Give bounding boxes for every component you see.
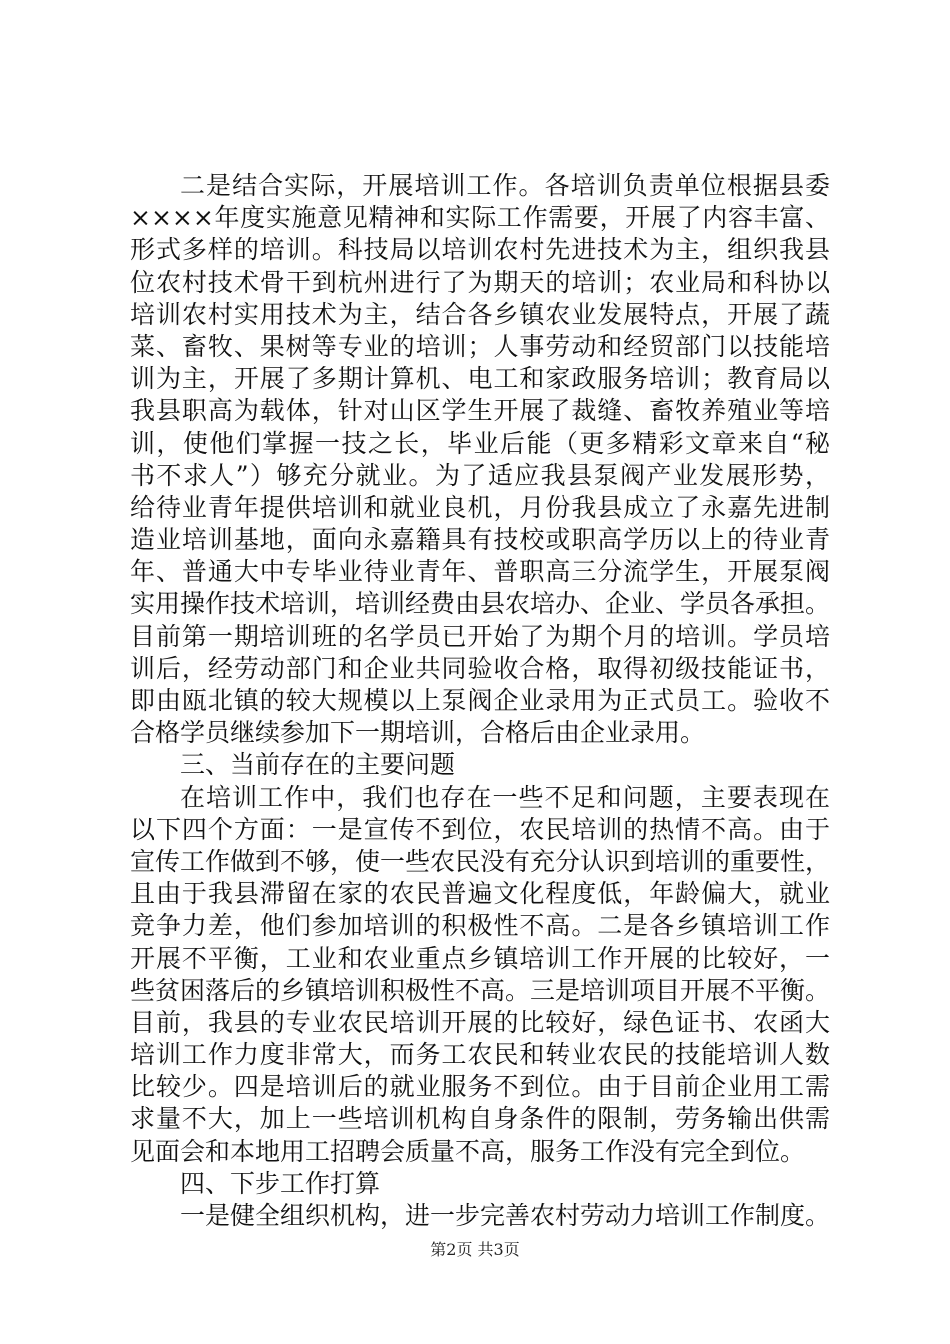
- paragraph-line: 训为主，开展了多期计算机、电工和家政服务培训；教育局以: [130, 364, 830, 394]
- page-footer: 第2页 共3页: [430, 1240, 520, 1259]
- paragraph-line: 目前第一期培训班的名学员已开始了为期个月的培训。学员培: [130, 621, 830, 651]
- paragraph-line: 开展不平衡，工业和农业重点乡镇培训工作开展的比较好，一: [130, 943, 830, 973]
- section-heading: 四、下步工作打算: [180, 1168, 381, 1198]
- paragraph-line: 实用操作技术培训，培训经费由县农培办、企业、学员各承担。: [130, 589, 831, 619]
- paragraph-line: 求量不大，加上一些培训机构自身条件的限制，劳务输出供需: [130, 1104, 830, 1134]
- paragraph-line: 合格学员继续参加下一期培训，合格后由企业录用。: [130, 718, 706, 748]
- paragraph-line: 一是健全组织机构，进一步完善农村劳动力培训工作制度。: [180, 1201, 831, 1230]
- paragraph-line: 训，使他们掌握一技之长，毕业后能（更多精彩文章来自“秘: [130, 428, 830, 458]
- paragraph-line: ××××年度实施意见精神和实际工作需要，开展了内容丰富、: [130, 203, 830, 233]
- paragraph-line: 宣传工作做到不够，使一些农民没有充分认识到培训的重要性，: [130, 846, 831, 876]
- paragraph-line: 形式多样的培训。科技局以培训农村先进技术为主，组织我县: [130, 235, 830, 265]
- paragraph-line: 菜、畜牧、果树等专业的培训；人事劳动和经贸部门以技能培: [130, 331, 830, 361]
- paragraph-line: 书不求人”）够充分就业。为了适应我县泵阀产业发展形势，: [130, 460, 830, 490]
- paragraph-line: 给待业青年提供培训和就业良机，月份我县成立了永嘉先进制: [130, 492, 830, 522]
- paragraph-line: 见面会和本地用工招聘会质量不高，服务工作没有完全到位。: [130, 1136, 806, 1166]
- paragraph-line: 在培训工作中，我们也存在一些不足和问题，主要表现在: [180, 782, 830, 812]
- paragraph-line: 些贫困落后的乡镇培训积极性不高。三是培训项目开展不平衡。: [130, 975, 831, 1005]
- paragraph-line: 训后，经劳动部门和企业共同验收合格，取得初级技能证书，: [130, 653, 830, 683]
- paragraph-line: 年、普通大中专毕业待业青年、普职高三分流学生，开展泵阀: [130, 557, 830, 587]
- paragraph-line: 竞争力差，他们参加培训的积极性不高。二是各乡镇培训工作: [130, 911, 830, 941]
- paragraph-line: 以下四个方面：一是宣传不到位，农民培训的热情不高。由于: [130, 814, 830, 844]
- paragraph-line: 目前，我县的专业农民培训开展的比较好，绿色证书、农函大: [130, 1007, 830, 1037]
- paragraph-line: 即由瓯北镇的较大规模以上泵阀企业录用为正式员工。验收不: [130, 686, 830, 715]
- paragraph-line: 二是结合实际，开展培训工作。各培训负责单位根据县委: [180, 171, 830, 200]
- paragraph-line: 位农村技术骨干到杭州进行了为期天的培训；农业局和科协以: [130, 267, 830, 297]
- paragraph-line: 我县职高为载体，针对山区学生开展了裁缝、畜牧养殖业等培: [130, 396, 830, 426]
- body-text: [130, 170, 830, 1232]
- section-heading: 三、当前存在的主要问题: [180, 750, 456, 780]
- paragraph-line: 且由于我县滞留在家的农民普遍文化程度低，年龄偏大，就业: [130, 879, 830, 909]
- paragraph-line: 比较少。四是培训后的就业服务不到位。由于目前企业用工需: [130, 1072, 830, 1102]
- paragraph-line: 培训工作力度非常大，而务工农民和转业农民的技能培训人数: [130, 1040, 830, 1070]
- paragraph-line: 造业培训基地，面向永嘉籍具有技校或职高学历以上的待业青: [130, 525, 830, 555]
- paragraph-line: 培训农村实用技术为主，结合各乡镇农业发展特点，开展了蔬: [130, 299, 830, 329]
